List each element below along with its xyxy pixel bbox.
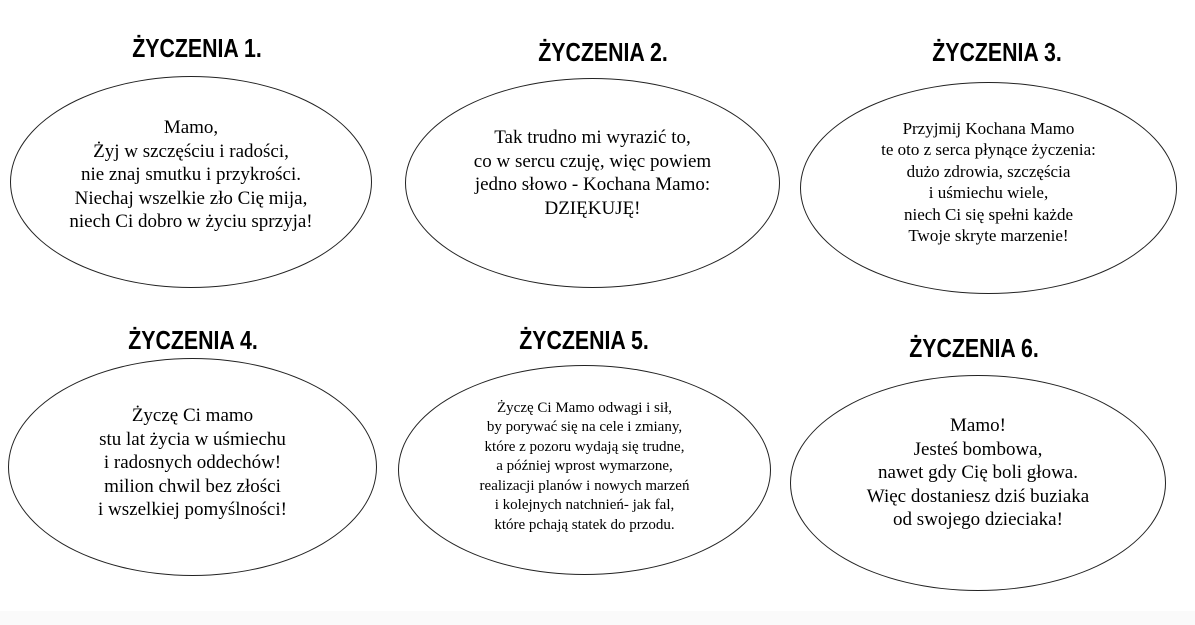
wish-text-2 xyxy=(474,126,711,220)
wish-text-5 xyxy=(480,399,690,536)
wish-line: i uśmiechu wiele, xyxy=(928,183,1049,202)
title-6: ŻYCZENIA 6. xyxy=(909,333,1039,363)
bottom-margin xyxy=(0,611,1195,625)
title-5: ŻYCZENIA 5. xyxy=(519,325,649,355)
wish-line: od swojego dzieciaka! xyxy=(893,509,1063,531)
wish-line: niech Ci się spełni każde xyxy=(903,204,1073,224)
wish-line: które pchają statek do przodu. xyxy=(494,516,675,533)
wish-line: niech Ci dobro w życiu sprzyja! xyxy=(69,211,313,233)
title-2: ŻYCZENIA 2. xyxy=(538,37,668,67)
title-4: ŻYCZENIA 4. xyxy=(128,325,258,355)
wish-line: co w sercu czuję, więc powiem xyxy=(473,150,712,172)
wish-line: i radosnych oddechów! xyxy=(103,452,282,474)
wish-line: dużo zdrowia, szczęścia xyxy=(906,161,1071,181)
wish-card-5 xyxy=(398,365,771,575)
wish-line: Jesteś bombowa, xyxy=(913,438,1043,460)
wish-line: nawet gdy Cię boli głowa. xyxy=(878,462,1078,484)
wish-card-3 xyxy=(800,82,1177,294)
wish-line: te oto z serca płynące życzenia: xyxy=(881,140,1096,159)
wish-line: Mamo! xyxy=(950,415,1006,437)
wish-card-1 xyxy=(10,76,372,288)
wish-line: które z pozoru wydają się trudne, xyxy=(484,438,685,455)
wish-line: realizacji planów i nowych marzeń xyxy=(479,477,690,494)
wish-line: Życzę Ci Mamo odwagi i sił, xyxy=(497,399,672,416)
wish-text-1 xyxy=(69,116,312,234)
wish-line: Życzę Ci mamo xyxy=(131,405,254,427)
wish-text-3 xyxy=(881,118,1096,247)
wish-line: by porywać się na cele i zmiany, xyxy=(486,419,683,436)
wish-line: Twoje skryte marzenie! xyxy=(908,226,1069,245)
wish-line: i kolejnych natchnień- jak fal, xyxy=(494,497,675,514)
title-1: ŻYCZENIA 1. xyxy=(132,33,262,63)
wish-line: Przyjmij Kochana Mamo xyxy=(902,118,1075,138)
wish-text-4 xyxy=(98,404,287,522)
wish-card-2 xyxy=(405,78,780,288)
wish-line: Żyj w szczęściu i radości, xyxy=(93,140,289,162)
wish-line: milion chwil bez złości xyxy=(104,475,281,497)
wish-line: Niechaj wszelkie zło Cię mija, xyxy=(74,187,308,209)
wish-card-4 xyxy=(8,358,377,576)
wish-line: stu lat życia w uśmiechu xyxy=(99,428,286,450)
wish-text-6 xyxy=(867,414,1089,532)
wish-card-6 xyxy=(790,375,1166,591)
title-3: ŻYCZENIA 3. xyxy=(932,37,1062,67)
wish-line: nie znaj smutku i przykrości. xyxy=(80,164,301,186)
wish-line: Mamo, xyxy=(163,117,219,139)
wish-line: Tak trudno mi wyrazić to, xyxy=(494,127,691,148)
wish-line: Więc dostaniesz dziś buziaka xyxy=(866,485,1090,507)
wish-line: jedno słowo - Kochana Mamo: xyxy=(474,174,711,195)
wish-line: DZIĘKUJĘ! xyxy=(544,197,641,219)
wish-line: i wszelkiej pomyślności! xyxy=(98,499,287,521)
wish-line: a później wprost wymarzone, xyxy=(496,458,673,475)
